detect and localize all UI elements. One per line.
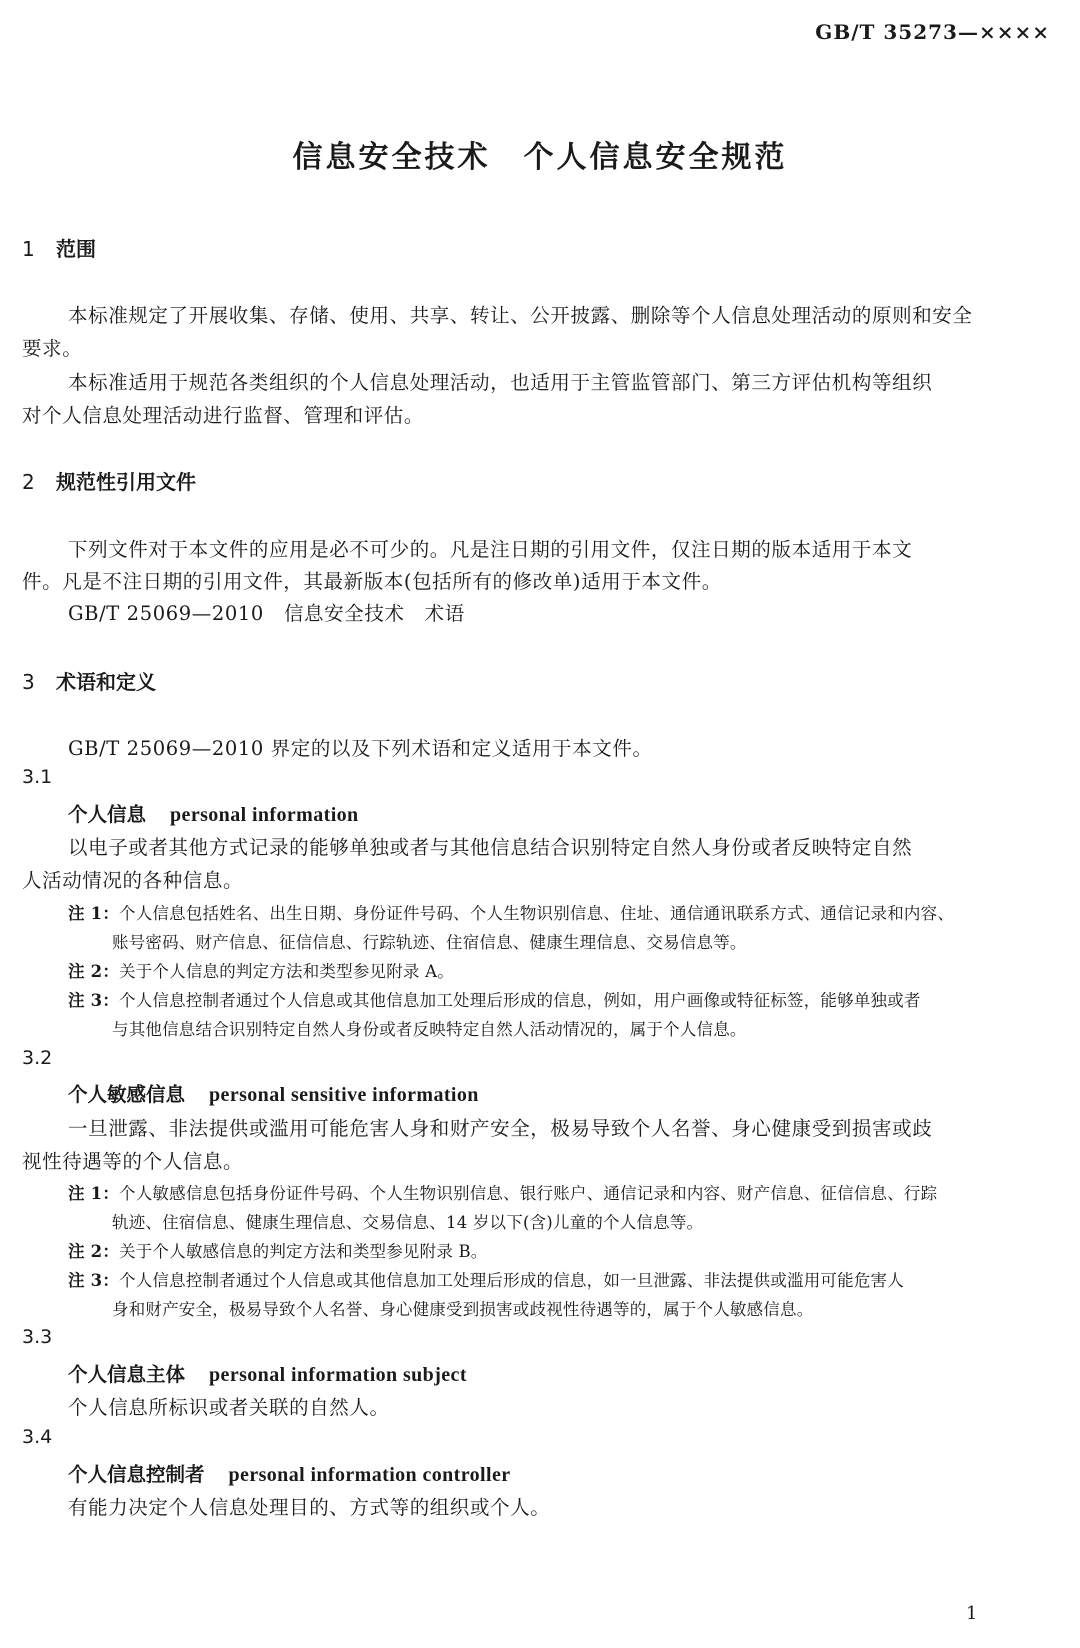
paragraph-line: 下列文件对于本文件的应用是必不可少的。凡是注日期的引用文件，仅注日期的版本适用于本文 xyxy=(68,538,913,561)
note-line xyxy=(68,900,954,924)
note-line: 与其他信息结合识别特定自然人身份或者反映特定自然人活动情况的，属于个人信息。 xyxy=(112,1020,747,1039)
section-title: 范围 xyxy=(56,237,96,261)
paragraph-line: 件。凡是不注日期的引用文件，其最新版本(包括所有的修改单)适用于本文件。 xyxy=(22,570,722,593)
section-number: 3 xyxy=(22,670,35,694)
normative-reference: GB/T 25069—2010 信息安全技术 术语 xyxy=(68,602,465,625)
definition-line: 一旦泄露、非法提供或滥用可能危害人身和财产安全，极易导致个人名誉、身心健康受到损害或歧 xyxy=(68,1117,933,1140)
term-heading xyxy=(68,1079,479,1107)
section-title: 规范性引用文件 xyxy=(56,470,196,494)
note-text: 个人敏感信息包括身份证件号码、个人生物识别信息、银行账户、通信记录和内容、财产信息、征信信息、行踪 xyxy=(119,1184,938,1203)
note-label: 注 3： xyxy=(68,991,120,1010)
term-zh: 个人信息主体 xyxy=(68,1363,186,1386)
term-zh: 个人信息控制者 xyxy=(68,1463,205,1486)
page-number: 1 xyxy=(966,1603,978,1624)
note-label: 注 1： xyxy=(68,904,120,923)
term-en: personal information subject xyxy=(209,1364,467,1386)
paragraph-line: 本标准规定了开展收集、存储、使用、共享、转让、公开披露、删除等个人信息处理活动的原则和安全 xyxy=(68,304,973,327)
note-label: 注 3： xyxy=(68,1271,120,1290)
note-line xyxy=(68,958,454,982)
term-en: personal information controller xyxy=(228,1464,511,1486)
term-zh: 个人信息 xyxy=(68,803,147,826)
note-text: 关于个人敏感信息的判定方法和类型参见附录 B。 xyxy=(119,1242,488,1261)
term-heading xyxy=(68,1359,467,1387)
page-title: 信息安全技术 个人信息安全规范 xyxy=(292,140,788,175)
paragraph-line: 本标准适用于规范各类组织的个人信息处理活动，也适用于主管监管部门、第三方评估机构等组织 xyxy=(68,371,933,394)
section-2-heading xyxy=(22,466,196,495)
note-line: 身和财产安全，极易导致个人名誉、身心健康受到损害或歧视性待遇等的，属于个人敏感信息。 xyxy=(112,1300,814,1319)
section-number: 1 xyxy=(22,237,35,261)
definition-line: 个人信息所标识或者关联的自然人。 xyxy=(68,1396,390,1419)
term-heading xyxy=(68,799,359,827)
note-text: 个人信息控制者通过个人信息或其他信息加工处理后形成的信息，例如，用户画像或特征标签，能够单独或者 xyxy=(119,991,921,1010)
document-number: GB/T 35273—×××× xyxy=(815,20,1050,44)
note-line xyxy=(68,1267,904,1291)
definition-line: 视性待遇等的个人信息。 xyxy=(22,1150,244,1173)
paragraph-line: 对个人信息处理活动进行监督、管理和评估。 xyxy=(22,404,425,427)
note-text: 关于个人信息的判定方法和类型参见附录 A。 xyxy=(119,962,454,981)
term-heading xyxy=(68,1459,511,1487)
paragraph-line: GB/T 25069—2010 界定的以及下列术语和定义适用于本文件。 xyxy=(68,737,653,760)
note-text: 个人信息包括姓名、出生日期、身份证件号码、个人生物识别信息、住址、通信通讯联系方式、通信记录和内容、 xyxy=(119,904,955,923)
clause-number: 3.2 xyxy=(22,1047,53,1069)
clause-number: 3.4 xyxy=(22,1426,53,1448)
note-line xyxy=(68,987,921,1011)
term-en: personal information xyxy=(170,804,359,826)
note-line: 轨迹、住宿信息、健康生理信息、交易信息、14 岁以下(含)儿童的个人信息等。 xyxy=(112,1213,704,1232)
note-line: 账号密码、财产信息、征信信息、行踪轨迹、住宿信息、健康生理信息、交易信息等。 xyxy=(112,933,747,952)
definition-line: 人活动情况的各种信息。 xyxy=(22,869,244,892)
note-label: 注 2： xyxy=(68,962,120,981)
definition-line: 有能力决定个人信息处理目的、方式等的组织或个人。 xyxy=(68,1496,551,1519)
paragraph-line: 要求。 xyxy=(22,337,83,360)
note-label: 注 1： xyxy=(68,1184,120,1203)
note-line xyxy=(68,1238,488,1262)
note-text: 个人信息控制者通过个人信息或其他信息加工处理后形成的信息，如一旦泄露、非法提供或滥用可能危害人 xyxy=(119,1271,904,1290)
note-line xyxy=(68,1180,937,1204)
term-zh: 个人敏感信息 xyxy=(68,1083,186,1106)
note-label: 注 2： xyxy=(68,1242,120,1261)
clause-number: 3.3 xyxy=(22,1326,53,1348)
definition-line: 以电子或者其他方式记录的能够单独或者与其他信息结合识别特定自然人身份或者反映特定自然 xyxy=(68,836,913,859)
term-en: personal sensitive information xyxy=(209,1084,479,1106)
section-title: 术语和定义 xyxy=(56,670,156,694)
section-number: 2 xyxy=(22,470,35,494)
section-1-heading xyxy=(22,233,96,262)
section-3-heading xyxy=(22,666,156,695)
clause-number: 3.1 xyxy=(22,766,53,788)
